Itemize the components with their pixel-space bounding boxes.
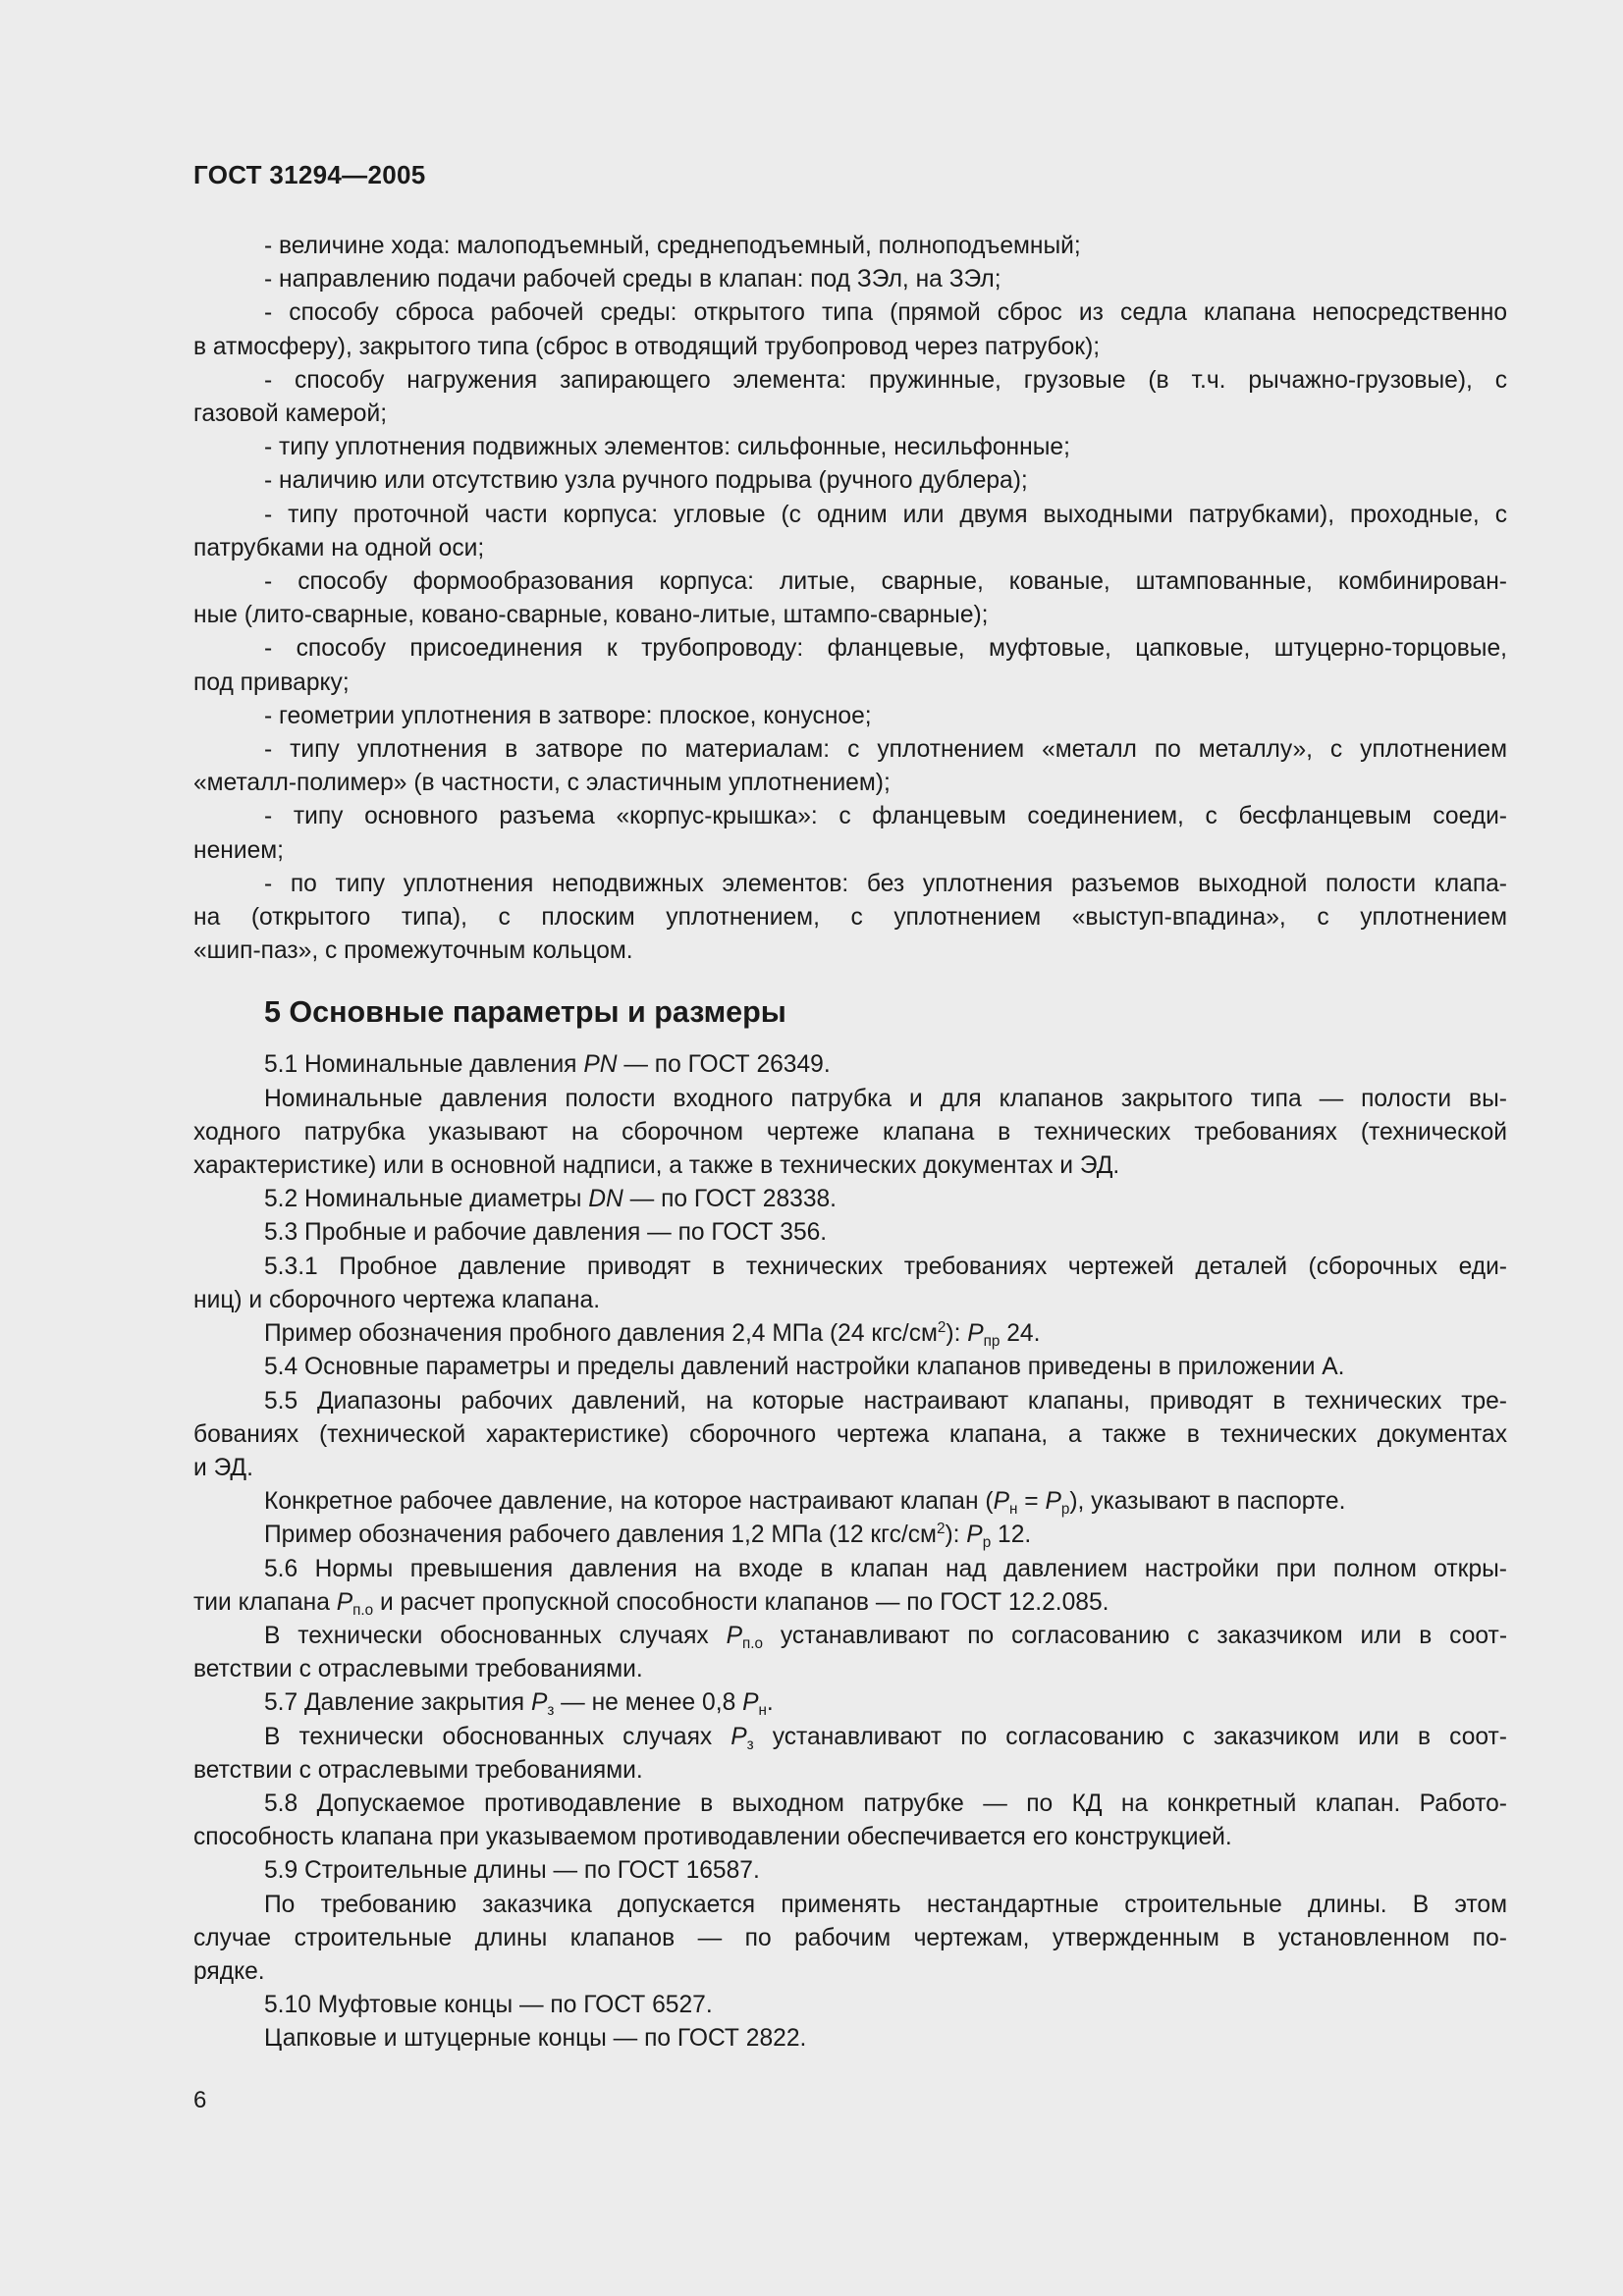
list-item	[193, 868, 1507, 969]
example-working-pressure: Пример обозначения рабочего давления 1,2 МПа (12 кгс/$см^2$): $P_р$ 12.	[264, 1521, 1032, 1552]
list-item	[193, 464, 1507, 498]
paragraph-5-4: 5.4 Основные параметры и пределы давлений настройки клапанов приведены в приложении А.	[264, 1354, 1345, 1381]
list-item-line: «шип-паз», с промежуточным кольцом.	[193, 937, 633, 965]
list-item-line: - геометрии уплотнения в затворе: плоское, конусное;	[264, 702, 872, 729]
list-item	[193, 632, 1507, 699]
list-item	[193, 700, 1507, 733]
page-number: 6	[193, 2087, 207, 2113]
list-item-line: - способу присоединения к трубопроводу: фланцевые, муфтовые, цапковые, штуцерно-торцовые,	[264, 635, 1507, 663]
example-test-pressure: Пример обозначения пробного давления 2,4 МПа (24 кгс/$см^2$): $P_{пр}$ 24.	[264, 1319, 1041, 1351]
paragraph-5-6: 5.6 Нормы превышения давления на входе в клапан над давлением настройки при полном откры- тии клапана $P_{п.о}$ и расчет пропускной способности клапанов — по ГОСТ 12.2.085.	[193, 1555, 1507, 1619]
list-item	[193, 733, 1507, 800]
list-item	[193, 800, 1507, 867]
list-item-line: нением;	[193, 836, 284, 864]
paragraph-5-9: 5.9 Строительные длины — по ГОСТ 16587.	[264, 1857, 760, 1885]
list-item-line: в атмосферу), закрытого типа (сброс в отводящий трубопровод через патрубок);	[193, 333, 1101, 360]
technical-cases-note-2: В технически обоснованных случаях $P_з$ устанавливают по согласованию с заказчиком или в соот- ветствии с отраслевыми требованиями.	[193, 1723, 1507, 1784]
pn-symbol: PN	[583, 1051, 618, 1079]
list-item	[193, 296, 1507, 363]
concrete-pressure-note: Конкретное рабочее давление, на которое настраивают клапан $(P_н = P_р)$, указывают в паспорте.	[264, 1488, 1346, 1519]
list-item-line: «металл-полимер» (в частности, с эластичным уплотнением);	[193, 770, 891, 797]
list-item-line: - наличию или отсутствию узла ручного подрыва (ручного дублера);	[264, 467, 1028, 495]
list-item-line: ные (лито-сварные, ковано-сварные, ковано-литые, штампо-сварные);	[193, 602, 989, 629]
list-item-line: под приварку;	[193, 668, 350, 696]
paragraph-5-1: 5.1 Номинальные давления PN — по ГОСТ 26349.	[264, 1051, 831, 1079]
list-item-line: - способу нагружения запирающего элемента: пружинные, грузовые (в т.ч. рычажно-грузовые), с	[264, 366, 1507, 394]
list-item	[193, 263, 1507, 296]
list-item-line: - способу формообразования корпуса: литые, сварные, кованые, штампованные, комбинирован-	[264, 568, 1507, 596]
list-item	[193, 364, 1507, 431]
list-item	[193, 230, 1507, 263]
paragraph-5-1-text: Номинальные давления полости входного патрубка и для клапанов закрытого типа — полости вы- ходного патрубка указывают на сборочном чертеже клапана в технических требованиях (технической характеристике) или в основной надписи, а также в технических документах и ЭД.	[193, 1085, 1507, 1180]
list-item-line: - величине хода: малоподъемный, среднеподъемный, полноподъемный;	[264, 233, 1081, 259]
list-item-line: - типу уплотнения в затворе по материалам: с уплотнением «металл по металлу», с уплотнением	[264, 736, 1507, 764]
list-item-line: патрубками на одной оси;	[193, 534, 485, 561]
customer-request-note: По требованию заказчика допускается применять нестандартные строительные длины. В этом случае строительные длины клапанов — по рабочим чертежам, утвержденным в установленном по- рядке.	[193, 1891, 1507, 1985]
list-item-line: - типу уплотнения подвижных элементов: сильфонные, несильфонные;	[264, 434, 1070, 461]
list-item	[193, 565, 1507, 632]
document-header: ГОСТ 31294—2005	[193, 160, 426, 189]
classification-list	[193, 230, 1507, 968]
dn-symbol: DN	[588, 1186, 623, 1213]
list-item-line: - по типу уплотнения неподвижных элементов: без уплотнения разъемов выходной полости клапа-	[264, 870, 1507, 897]
technical-cases-note-1: В технически обоснованных случаях $P_{п.о}$ устанавливают по согласованию с заказчиком или в соот- ветствии с отраслевыми требованиями.	[193, 1622, 1508, 1683]
section-5-title: 5 Основные параметры и размеры	[264, 995, 786, 1030]
list-item-line: - типу проточной части корпуса: угловые (с одним или двумя выходными патрубками), проходные, с	[264, 501, 1507, 528]
list-item-line: - способу сброса рабочей среды: открытого типа (прямой сброс из седла клапана непосредственно	[264, 299, 1507, 327]
union-ends-note: Цапковые и штуцерные концы — по ГОСТ 2822.	[264, 2025, 807, 2053]
list-item	[193, 499, 1507, 565]
document-body	[193, 230, 1507, 2056]
list-item-line: на (открытого типа), с плоским уплотнением, с уплотнением «выступ-впадина», с уплотнением	[193, 904, 1507, 932]
paragraph-5-5: 5.5 Диапазоны рабочих давлений, на которые настраивают клапаны, приводят в технических тре- бованиях (технической характеристике) сборочного чертежа клапана, а также в технических документах и ЭД.	[193, 1387, 1507, 1481]
paragraph-5-7: 5.7 Давление закрытия $P_з$ — не менее 0,8 $P_н$.	[264, 1689, 774, 1720]
list-item	[193, 431, 1507, 464]
list-item-line: - типу основного разъема «корпус-крышка»: с фланцевым соединением, с бесфланцевым соеди-	[264, 803, 1507, 830]
paragraph-5-3: 5.3 Пробные и рабочие давления — по ГОСТ 356.	[264, 1219, 828, 1247]
paragraph-5-3-1: 5.3.1 Пробное давление приводят в технических требованиях чертежей деталей (сборочных еди- ниц) и сборочного чертежа клапана.	[193, 1253, 1507, 1313]
paragraph-5-2: 5.2 Номинальные диаметры DN — по ГОСТ 28338.	[264, 1186, 838, 1213]
list-item-line: газовой камерой;	[193, 400, 388, 428]
paragraph-5-8: 5.8 Допускаемое противодавление в выходном патрубке — по КД на конкретный клапан. Работо- способность клапана при указываемом противодавлении обеспечивается его конструкцией.	[193, 1789, 1507, 1851]
list-item-line: - направлению подачи рабочей среды в клапан: под ЗЭл, на ЗЭл;	[264, 266, 1001, 294]
paragraph-5-10: 5.10 Муфтовые концы — по ГОСТ 6527.	[264, 1992, 713, 2019]
